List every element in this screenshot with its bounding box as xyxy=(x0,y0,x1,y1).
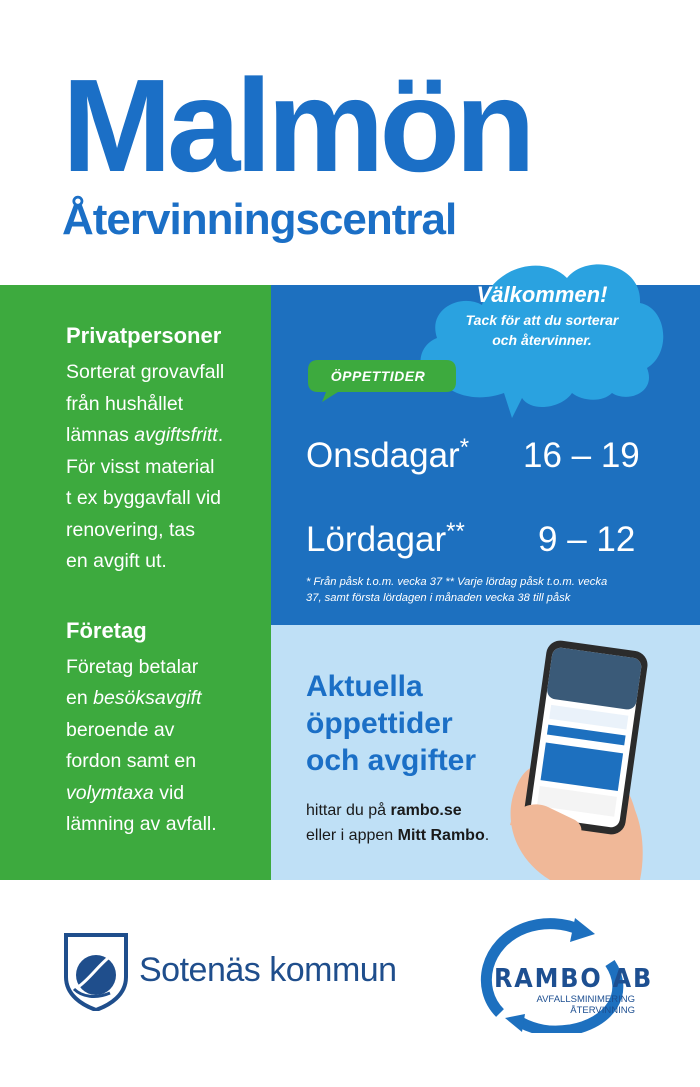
info-text: hittar du på rambo.se eller i appen Mitt Rambo. xyxy=(306,802,490,844)
welcome-message: Välkommen! Tack för att du sorterar och återvinner. xyxy=(465,282,619,348)
company-text: Företag betalar en besöksavgift beroende av fordon samt en volymtaxa vid lämning av avfall. xyxy=(66,655,217,835)
rambo-link[interactable]: rambo.se xyxy=(390,802,462,819)
hours-badge: ÖPPETTIDER xyxy=(330,368,426,384)
hours-footnote: * Från påsk t.o.m. vecka 37 ** Varje lördag påsk t.o.m. vecka 37, samt första lördagen i månaden vecka 38 till påsk xyxy=(306,576,608,604)
page-title: Malmön xyxy=(62,52,531,199)
company-heading: Företag xyxy=(66,617,147,643)
phone-in-hand-image xyxy=(505,640,650,880)
sotenas-name: Sotenäs kommun xyxy=(139,951,397,989)
app-name: Mitt Rambo xyxy=(397,827,485,844)
hours-row-saturday: Lördagar** 9 – 12 xyxy=(306,518,636,559)
rambo-tagline: AVFALLSMINIMERING ÅTERVINNING xyxy=(536,994,635,1016)
sotenas-shield-logo xyxy=(64,933,128,1011)
hours-row-wednesday: Onsdagar* 16 – 19 xyxy=(306,434,640,475)
page-subtitle: Återvinningscentral xyxy=(62,195,457,244)
private-heading: Privatpersoner xyxy=(66,323,222,348)
info-heading: Aktuella öppettider och avgifter xyxy=(306,670,477,777)
info-panel-green xyxy=(0,285,271,880)
rambo-name: RAMBO AB xyxy=(494,964,654,994)
private-text: Sorterat grovavfall från hushållet lämnas avgiftsfritt. För visst material t ex byggavfall vid renovering, tas en avgift ut. xyxy=(66,361,225,572)
